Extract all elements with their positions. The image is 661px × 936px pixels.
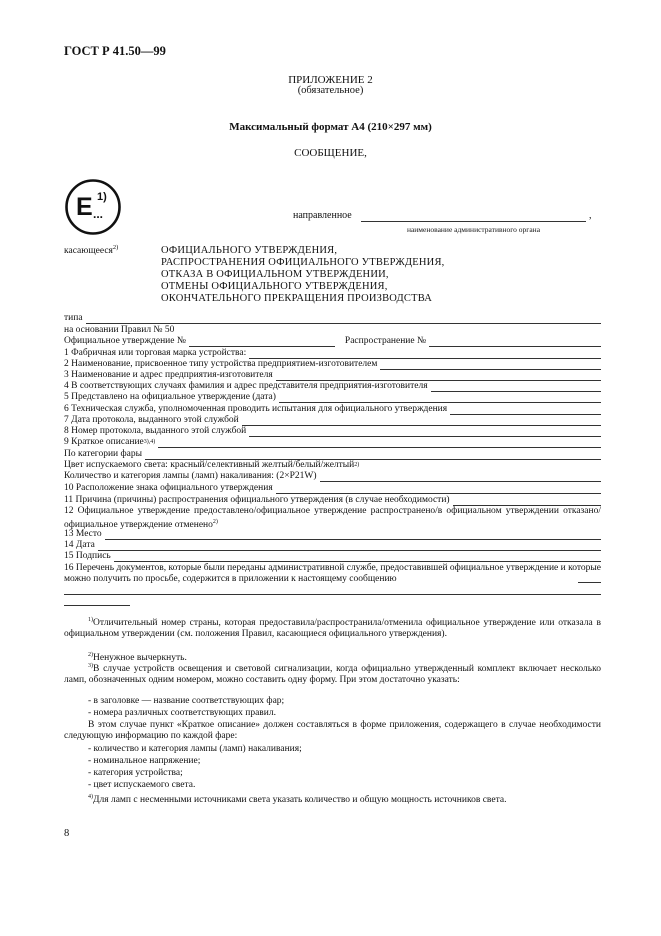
form-row-item10: 10 Расположение знака официального утверждения (64, 483, 601, 494)
form-row-item2: 2 Наименование, присвоенное типу устройства предприятием-изготовителем (64, 359, 601, 370)
item4-field[interactable] (431, 383, 601, 392)
footnote-1: $^{1)}$Отличительный номер страны, которая предоставила/распространила/отменила официальное утверждение или отказала в официальном утверждении (см. положения Правил, касающиеся официального утверждения). (64, 617, 601, 640)
item2-field[interactable] (380, 361, 601, 370)
form-item12: 12 Официальное утверждение предоставлено/официальное утверждение распространено/в официальном утверждении отказано/ официальное утверждение отменено$^{2)}$ (64, 506, 601, 531)
concerning-label: касающееся$^{2)}$ (64, 244, 119, 257)
e-mark-dots: ... (93, 207, 104, 221)
form-row-item15: 15 Подпись (64, 551, 601, 562)
form-row-approval-no: Официальное утверждение № Распространение № (64, 336, 601, 347)
e-mark-sup: 1) (97, 191, 107, 203)
sent-to-label: направленное (293, 210, 352, 221)
footnote-3-bullet-3: - количество и категория лампы (ламп) накаливания; (88, 744, 302, 754)
item5-field[interactable] (279, 394, 601, 403)
footnote-3-bullet-1: - в заголовке — название соответствующих фар; (88, 696, 285, 706)
footnote-3-bullet-5: - категория устройства; (88, 768, 183, 778)
appendix-title: ПРИЛОЖЕНИЕ 2 (288, 74, 373, 86)
appendix-status: (обязательное) (297, 85, 364, 96)
item10-field[interactable] (276, 485, 601, 494)
footnote-3-bullet-4: - номинальное напряжение; (88, 756, 201, 766)
footnote-4: $^{4)}$Для ламп с несменными источниками света указать количество и общую мощность источников света. (88, 794, 507, 806)
bulbs-field[interactable] (320, 473, 602, 482)
form-row-type: типа (64, 313, 601, 324)
form-row-item3: 3 Наименование и адрес предприятия-изготовителя (64, 370, 601, 381)
item16-extra-line[interactable] (64, 594, 601, 595)
footnote-3-bullet-2: - номера различных соответствующих правил. (88, 708, 276, 718)
message-heading: СООБЩЕНИЕ, (294, 147, 367, 159)
item6-field[interactable] (450, 406, 601, 415)
form-row-item4: 4 В соответствующих случаях фамилия и адрес представителя предприятия-изготовителя (64, 381, 601, 392)
form-row-item8: 8 Номер протокола, выданного этой службой (64, 426, 601, 437)
form-row-basis: на основании Правил № 50 (64, 325, 175, 335)
e-mark-logo-icon (64, 178, 122, 236)
form-row-item14: 14 Дата (64, 540, 601, 551)
form-row-lamp-category: По категории фары (64, 449, 601, 460)
extension-no-field[interactable] (429, 338, 601, 347)
standard-id: ГОСТ Р 41.50—99 (64, 44, 166, 58)
concerning-option-extension: РАСПРОСТРАНЕНИЯ ОФИЦИАЛЬНОГО УТВЕРЖДЕНИЯ, (161, 257, 445, 268)
footnote-3-bullet-6: - цвет испускаемого света. (88, 780, 196, 790)
form-row-bulbs: Количество и категория лампы (ламп) накаливания: (2×P21W) (64, 471, 601, 482)
concerning-option-discontinued: ОКОНЧАТЕЛЬНОГО ПРЕКРАЩЕНИЯ ПРОИЗВОДСТВА (161, 293, 433, 304)
approval-no-field[interactable] (189, 338, 335, 347)
footnote-2: $^{2)}$Ненужное вычеркнуть. (88, 652, 187, 664)
form-row-item1: 1 Фабричная или торговая марка устройства: (64, 348, 601, 359)
item1-field[interactable] (249, 350, 601, 359)
sent-to-comma: , (589, 210, 592, 221)
item7-field[interactable] (242, 417, 601, 426)
form-row-item11: 11 Причина (причины) распространения официального утверждения (в случае необходимости) (64, 495, 601, 506)
concerning-option-approval: ОФИЦИАЛЬНОГО УТВЕРЖДЕНИЯ, (161, 245, 338, 256)
concerning-option-refusal: ОТКАЗА В ОФИЦИАЛЬНОМ УТВЕРЖДЕНИИ, (161, 269, 389, 280)
footnote-divider (64, 605, 130, 606)
item3-field[interactable] (276, 372, 601, 381)
form-row-item7: 7 Дата протокола, выданного этой службой (64, 415, 601, 426)
format-note: Максимальный формат А4 (210×297 мм) (229, 121, 432, 133)
item8-field[interactable] (249, 428, 601, 437)
item11-field[interactable] (453, 497, 601, 506)
form-row-item6: 6 Техническая служба, уполномоченная проводить испытания для официального утверждения (64, 404, 601, 415)
concerning-option-withdrawal: ОТМЕНЫ ОФИЦИАЛЬНОГО УТВЕРЖДЕНИЯ, (161, 281, 388, 292)
sent-to-field[interactable] (361, 221, 586, 222)
form-row-item13: 13 Место (64, 529, 601, 540)
page-number: 8 (64, 828, 70, 839)
type-field[interactable] (86, 315, 601, 324)
form-item16: 16 Перечень документов, которые были переданы административной службе, предоставившей официальное утверждение и которые можно получить по просьбе, содержится в приложении к настоящему сообщению (64, 563, 601, 585)
form-row-color: Цвет испускаемого света: красный/селективный желтый/белый/желтый 2) (64, 460, 360, 470)
footnote-3: $^{3)}$В случае устройств освещения и световой сигнализации, когда официально утвержденный комплект включает несколько ламп, обозначенных одним номером, можно составить одну форму. При этом достаточно указать: (64, 663, 601, 686)
form-row-item5: 5 Представлено на официальное утверждение (дата) (64, 392, 601, 403)
item9-field[interactable] (158, 439, 601, 448)
item15-field[interactable] (114, 553, 601, 562)
lamp-category-field[interactable] (145, 451, 601, 460)
sent-to-caption: наименование административного органа (406, 225, 541, 234)
item14-field[interactable] (98, 542, 601, 551)
item16-field[interactable] (578, 582, 601, 583)
form-row-item9: 9 Краткое описание 3),4) (64, 437, 601, 448)
footnote-3-paragraph-2: В этом случае пункт «Краткое описание» должен составляться в форме приложения, содержащего в случае необходимости следующую информацию по каждой фаре: (64, 720, 601, 742)
item13-field[interactable] (105, 531, 601, 540)
e-mark-letter: E (76, 193, 93, 221)
